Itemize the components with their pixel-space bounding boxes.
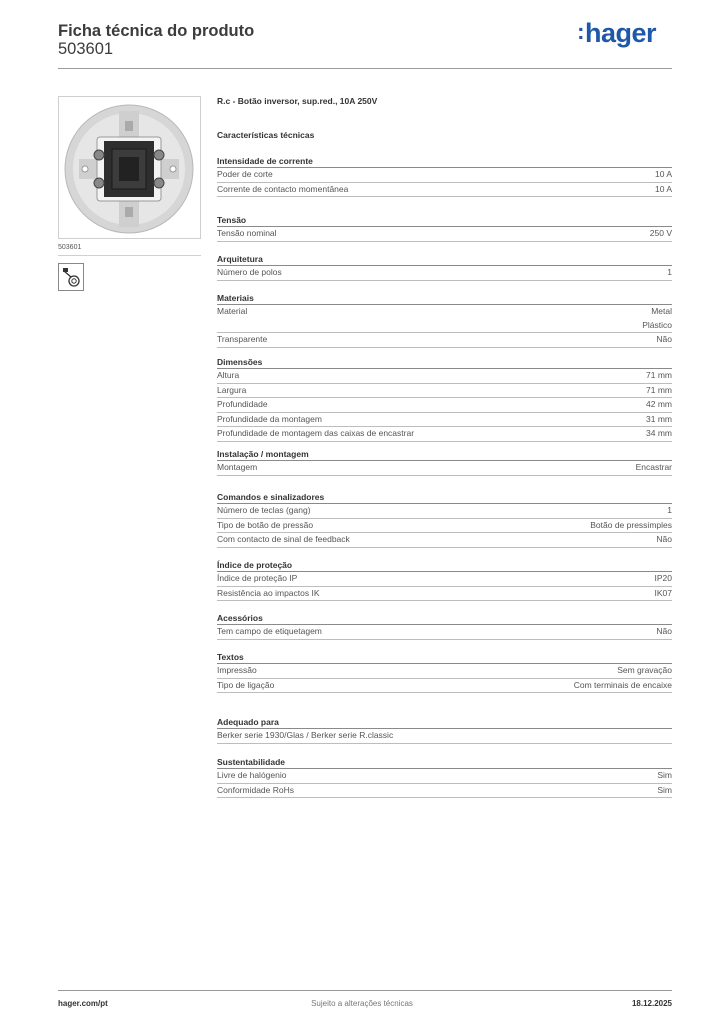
spec-label: Número de teclas (gang)	[217, 505, 311, 515]
spec-label: Profundidade de montagem das caixas de encastrar	[217, 428, 415, 438]
spec-section	[217, 214, 672, 242]
spec-value	[655, 168, 672, 182]
spec-row	[217, 587, 672, 602]
spec-label: Profundidade	[217, 399, 268, 409]
spec-section	[217, 559, 672, 601]
spec-value	[655, 572, 673, 586]
spec-row	[217, 625, 672, 640]
spec-value-line: 250 V	[649, 228, 672, 238]
spec-row	[217, 369, 672, 384]
spec-label: Conformidade RoHs	[217, 784, 295, 795]
spec-value	[646, 369, 672, 383]
spec-value-line: 71 mm	[646, 384, 672, 395]
spec-label: Livre de halógenio	[217, 770, 287, 780]
spec-row	[217, 664, 672, 679]
spec-value	[650, 227, 672, 241]
spec-value	[656, 625, 672, 639]
section-title: Tensão	[217, 214, 672, 227]
spec-section	[217, 491, 672, 548]
spec-value	[656, 333, 672, 347]
spec-label: Montagem	[217, 462, 258, 472]
spec-row	[217, 679, 672, 694]
spec-value	[646, 398, 672, 412]
spec-value-line: Plástico	[642, 319, 672, 330]
spec-value-line: Não	[656, 534, 672, 544]
spec-value	[617, 664, 672, 678]
spec-label: Corrente de contacto momentânea	[217, 183, 349, 194]
spec-value-line: IK07	[654, 587, 672, 598]
spec-row	[217, 333, 672, 348]
spec-row	[217, 183, 672, 198]
spec-row	[217, 168, 672, 183]
spec-section	[217, 756, 672, 798]
section-title: Adequado para	[217, 716, 672, 729]
hager-logo	[577, 18, 656, 49]
spec-value-line: 31 mm	[646, 413, 672, 424]
section-title: Instalação / montagem	[217, 448, 672, 461]
footer-note: Sujeito a alterações técnicas	[311, 999, 413, 1008]
section-title: Índice de proteção	[217, 559, 672, 572]
spec-value-line: Sim	[657, 784, 672, 795]
footer-date: 18.12.2025	[631, 999, 672, 1008]
spec-value-line: Sim	[657, 770, 672, 780]
spec-row	[217, 384, 672, 399]
spec-label: Tensão nominal	[217, 228, 277, 238]
spec-row	[217, 227, 672, 242]
spec-label: Transparente	[217, 334, 268, 344]
spec-value	[646, 427, 672, 441]
section-title: Materiais	[217, 292, 672, 305]
spec-value	[667, 266, 672, 280]
spec-section	[217, 356, 672, 442]
spec-value	[646, 413, 672, 427]
spec-value-line: IP20	[654, 573, 672, 583]
spec-label: Número de polos	[217, 267, 282, 277]
spec-value	[667, 504, 672, 518]
spec-label: Índice de proteção IP	[217, 573, 298, 583]
spec-value	[655, 587, 673, 601]
header-divider	[58, 68, 672, 69]
section-title: Intensidade de corrente	[217, 155, 672, 168]
spec-value-line: Botão de pressimples	[590, 519, 672, 530]
spec-value-line: 10 A	[654, 169, 672, 179]
spec-row	[217, 427, 672, 442]
spec-value	[636, 461, 672, 475]
spec-value	[657, 769, 672, 783]
spec-value	[642, 305, 672, 332]
spec-value	[656, 533, 672, 547]
spec-row	[217, 572, 672, 587]
section-title: Arquitetura	[217, 253, 672, 266]
spec-row	[217, 398, 672, 413]
spec-section	[217, 292, 672, 348]
spec-row	[217, 461, 672, 476]
spec-value-line: Não	[656, 626, 672, 636]
logo-text: hager	[584, 18, 656, 48]
image-caption: 503601	[58, 244, 82, 251]
spec-label: Impressão	[217, 665, 257, 675]
spec-row	[217, 266, 672, 281]
product-image	[58, 96, 201, 239]
spec-value-line: 1	[667, 505, 672, 515]
spec-value	[657, 784, 672, 798]
spec-row	[217, 533, 672, 548]
spec-value	[655, 183, 672, 197]
section-title: Textos	[217, 651, 672, 664]
spec-row	[217, 504, 672, 519]
spec-label: Material	[217, 306, 248, 316]
spec-value	[574, 679, 672, 693]
spec-section	[217, 651, 672, 693]
section-title: Acessórios	[217, 612, 672, 625]
section-title: Dimensões	[217, 356, 672, 369]
spec-value-line: 1	[667, 267, 672, 277]
product-code: 503601	[58, 40, 114, 58]
page-header	[58, 20, 672, 70]
spec-value-line: Encastrar	[635, 462, 672, 472]
spec-value	[590, 519, 672, 533]
image-divider	[58, 255, 201, 256]
spec-label: Tem campo de etiquetagem	[217, 626, 322, 636]
footer-website[interactable]: hager.com/pt	[58, 999, 108, 1008]
spec-label: Tipo de botão de pressão	[217, 519, 314, 530]
section-title: Sustentabilidade	[217, 756, 672, 769]
spec-label: Largura	[217, 384, 247, 395]
spec-section	[217, 716, 672, 744]
spec-row	[217, 413, 672, 428]
spec-section	[217, 253, 672, 281]
spec-value-line: Metal	[651, 306, 672, 316]
spec-label: Berker serie 1930/Glas / Berker serie R.classic	[217, 730, 394, 740]
section-title: Comandos e sinalizadores	[217, 491, 672, 504]
spec-row	[217, 519, 672, 534]
spec-label: Poder de corte	[217, 169, 273, 179]
spec-row	[217, 769, 672, 784]
spec-row	[217, 729, 672, 744]
tech-characteristics-title: Características técnicas	[217, 130, 315, 140]
spec-value-line: 34 mm	[646, 428, 672, 438]
spec-label: Altura	[217, 370, 240, 380]
spec-label: Profundidade da montagem	[217, 413, 322, 424]
spec-value-line: 42 mm	[646, 399, 672, 409]
spec-label: Tipo de ligação	[217, 679, 275, 690]
page-title: Ficha técnica do produto	[58, 22, 255, 40]
product-name: R.c - Botão inversor, sup.red., 10A 250V	[217, 96, 378, 106]
spec-value-line: Não	[656, 334, 672, 344]
spec-section	[217, 155, 672, 197]
spec-value-line: Sem gravação	[617, 665, 672, 675]
spec-value-line: Com terminais de encaixe	[573, 679, 672, 690]
spec-value-line: 71 mm	[646, 370, 672, 380]
footer-divider	[58, 990, 672, 991]
spec-row	[217, 305, 672, 333]
spec-value-line: 10 A	[654, 183, 672, 194]
logo-prefix: :	[577, 19, 584, 44]
spec-section	[217, 612, 672, 640]
spec-value	[646, 384, 672, 398]
spec-section	[217, 448, 672, 476]
switch-symbol-icon	[58, 263, 84, 291]
spec-label: Com contacto de sinal de feedback	[217, 534, 350, 544]
spec-label: Resistência ao impactos IK	[217, 587, 320, 598]
spec-row	[217, 784, 672, 799]
